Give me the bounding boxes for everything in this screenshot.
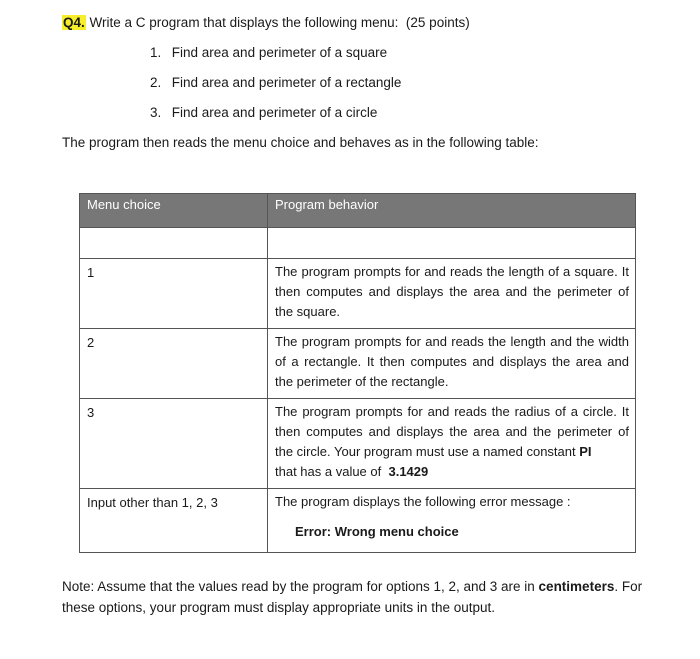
menu-item-text: Find area and perimeter of a square bbox=[171, 45, 388, 60]
choice-cell: 1 bbox=[80, 259, 268, 329]
menu-item-number: 1. bbox=[150, 45, 162, 60]
constant-name: PI bbox=[579, 444, 592, 459]
menu-item-2 bbox=[150, 75, 401, 90]
table-header-row bbox=[80, 194, 636, 228]
menu-item-text: Find area and perimeter of a circle bbox=[171, 105, 378, 120]
choice-cell: 3 bbox=[80, 399, 268, 489]
constant-value: 3.1429 bbox=[388, 464, 429, 479]
note-paragraph bbox=[62, 576, 654, 618]
behavior-text: The program prompts for and reads the radius of a circle. It then computes and displays the area and the perimeter of the circle. Your program must use a named constant bbox=[275, 404, 629, 459]
empty-cell bbox=[268, 228, 636, 259]
menu-item-3 bbox=[150, 105, 377, 120]
behavior-text: The program displays the following error message : bbox=[275, 494, 571, 509]
behavior-text-2: that has a value of bbox=[275, 464, 382, 479]
header-menu-choice: Menu choice bbox=[80, 194, 268, 228]
menu-item-number: 2. bbox=[150, 75, 162, 90]
note-unit: centimeters bbox=[538, 579, 615, 594]
table-row bbox=[80, 259, 636, 329]
table-row bbox=[80, 399, 636, 489]
empty-cell bbox=[80, 228, 268, 259]
note-suffix: . For these options, your program must display appropriate units in the output. bbox=[62, 579, 643, 615]
menu-item-1 bbox=[150, 45, 387, 60]
intro-text: The program then reads the menu choice and behaves as in the following table: bbox=[62, 135, 539, 150]
menu-item-text: Find area and perimeter of a rectangle bbox=[171, 75, 402, 90]
behavior-table bbox=[79, 193, 636, 553]
behavior-cell: The program prompts for and reads the length and the width of a rectangle. It then computes and displays the area and the perimeter of the rectangle. bbox=[268, 329, 636, 399]
behavior-cell bbox=[268, 489, 636, 553]
error-message: Error: Wrong menu choice bbox=[295, 524, 459, 539]
note-prefix: Note: Assume that the values read by the program for options 1, 2, and 3 are in bbox=[62, 579, 535, 594]
menu-item-number: 3. bbox=[150, 105, 162, 120]
table-row bbox=[80, 329, 636, 399]
table-row-empty bbox=[80, 228, 636, 259]
choice-cell: 2 bbox=[80, 329, 268, 399]
behavior-cell bbox=[268, 399, 636, 489]
question-header bbox=[62, 15, 470, 30]
table-row bbox=[80, 489, 636, 553]
choice-cell: Input other than 1, 2, 3 bbox=[80, 489, 268, 553]
question-text: Write a C program that displays the following menu: (25 points) bbox=[89, 15, 470, 30]
behavior-cell: The program prompts for and reads the length of a square. It then computes and displays the area and the perimeter of the square. bbox=[268, 259, 636, 329]
question-label: Q4. bbox=[63, 15, 85, 30]
header-program-behavior: Program behavior bbox=[268, 194, 636, 228]
